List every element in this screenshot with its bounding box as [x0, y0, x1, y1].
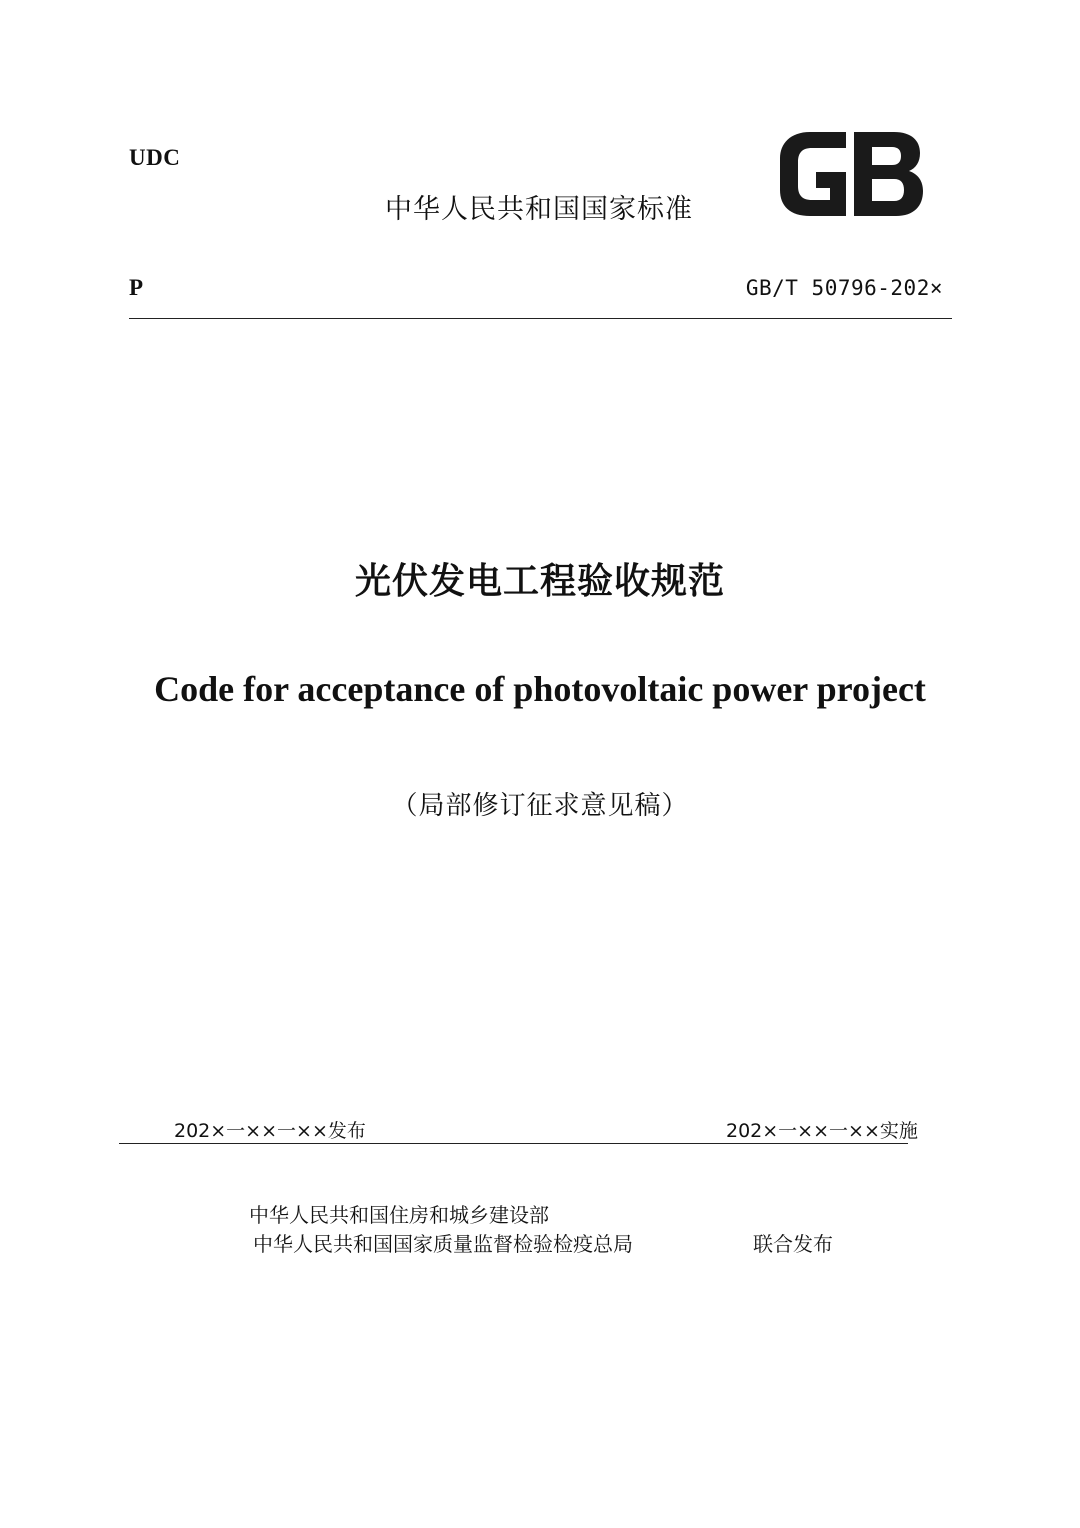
joint-issue-label: 联合发布 — [753, 1232, 833, 1256]
issue-date: 202×一××一××发布 — [174, 1120, 366, 1142]
udc-label: UDC — [129, 145, 181, 170]
issuer-ministry-quality: 中华人民共和国国家质量监督检验检疫总局 — [253, 1232, 633, 1256]
title-english: Code for acceptance of photovoltaic power project — [154, 669, 926, 709]
standard-number: GB/T 50796-202× — [745, 276, 943, 300]
classification-code: P — [129, 275, 144, 300]
title-chinese: 光伏发电工程验收规范 — [354, 561, 725, 602]
footer-divider — [119, 1143, 908, 1144]
gb-logo-icon — [776, 128, 926, 220]
issuer-ministry-housing: 中华人民共和国住房和城乡建设部 — [249, 1203, 549, 1227]
header-divider — [129, 318, 952, 319]
national-standard-heading: 中华人民共和国国家标准 — [385, 194, 693, 225]
implementation-date: 202×一××一××实施 — [726, 1120, 918, 1142]
draft-label: （局部修订征求意见稿） — [391, 791, 689, 821]
